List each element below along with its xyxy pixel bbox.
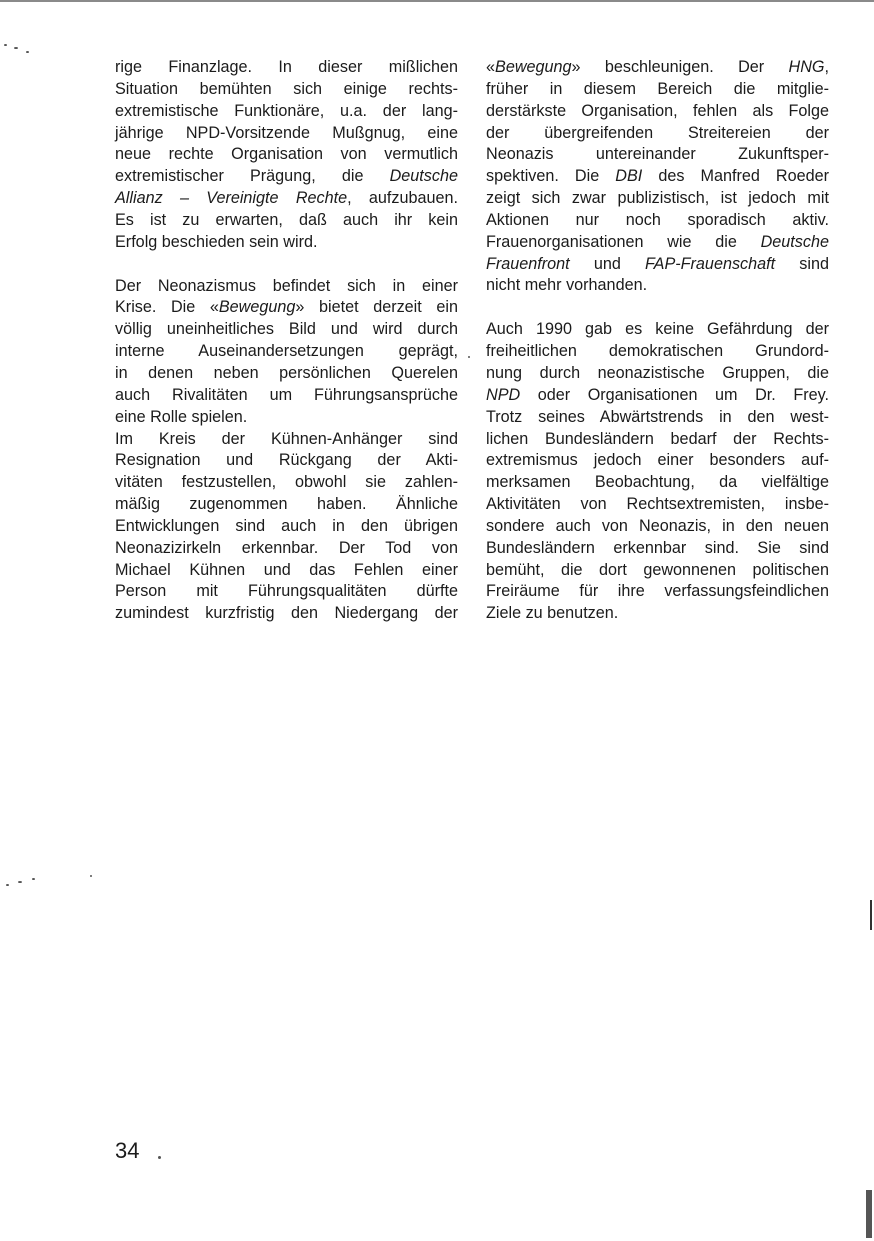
text-line: Krise. Die «Bewegung» bietet derzeit ein — [115, 298, 458, 317]
text-line: Aktivitäten von Rechtsextremisten, insbe- — [486, 495, 829, 514]
text-line: spektiven. Die DBI des Manfred Roeder — [486, 167, 829, 186]
text-line: neue rechte Organisation von vermutlich — [115, 145, 458, 164]
text-line: Frauenorganisationen wie die Deutsche — [486, 232, 829, 251]
text-line: rige Finanzlage. In dieser mißlichen — [115, 58, 458, 76]
text-line: extremistische Funktionäre, u.a. der lang- — [115, 101, 458, 120]
text-line: Frauenfront und FAP-Frauenschaft sind — [486, 254, 829, 273]
top-edge-rule — [0, 0, 874, 2]
text-line: auch Rivalitäten um Führungsansprüche — [115, 385, 458, 404]
paragraph-neonazismus-krise — [115, 276, 458, 429]
text-line: eine Rolle spielen. — [115, 407, 248, 426]
text-line: lichen Bundesländern bedarf der Rechts- — [486, 429, 829, 448]
paragraph-gap — [486, 297, 829, 319]
text-line: Freiräume für ihre verfassungsfeindlichen — [486, 582, 829, 601]
paragraph-bewegung-beschleunigen — [486, 57, 829, 297]
text-line: Auch 1990 gab es keine Gefährdung der — [486, 320, 829, 339]
text-line: extremistischer Prägung, die Deutsche — [115, 167, 458, 186]
text-line: Neonazis untereinander Zukunftsper- — [486, 145, 829, 164]
paragraph-kuehnen-anhaenger — [115, 429, 458, 626]
scan-speck — [158, 1156, 161, 1159]
left-text-column — [115, 57, 458, 625]
page-number: 34 — [115, 1138, 140, 1163]
text-line: jährige NPD-Vorsitzende Mußgnug, eine — [115, 123, 458, 142]
text-line: Entwicklungen sind auch in den übrigen — [115, 516, 458, 535]
paragraph-gap — [115, 254, 458, 276]
scan-speck — [90, 875, 92, 877]
text-line: Situation bemühten sich einige rechts- — [115, 79, 458, 98]
text-line: vitäten festzustellen, obwohl sie zahlen- — [115, 473, 458, 492]
text-line: Neonazizirkeln erkennbar. Der Tod von — [115, 538, 458, 557]
text-line: freiheitlichen demokratischen Grundord- — [486, 342, 829, 361]
text-line: Erfolg beschieden sein wird. — [115, 232, 318, 251]
text-line: interne Auseinandersetzungen geprägt, — [115, 342, 458, 361]
text-line: Trotz seines Abwärtstrends in den west- — [486, 407, 829, 426]
scan-speck — [32, 878, 35, 880]
text-line: nung durch neonazistische Gruppen, die — [486, 363, 829, 382]
text-line: bemüht, die dort gewonnenen politischen — [486, 560, 829, 579]
text-line: der übergreifenden Streitereien der — [486, 123, 829, 142]
text-line: «Bewegung» beschleunigen. Der HNG, — [486, 58, 829, 76]
text-line: Allianz – Vereinigte Rechte, aufzubauen. — [115, 189, 458, 208]
paragraph-auch-1990 — [486, 319, 829, 625]
scan-speck — [14, 47, 18, 49]
text-line: Der Neonazismus befindet sich in einer — [115, 276, 458, 295]
text-line: Resignation und Rückgang der Akti- — [115, 451, 458, 470]
text-line: Es ist zu erwarten, daß auch ihr kein — [115, 210, 458, 229]
text-line: Aktionen nur noch sporadisch aktiv. — [486, 210, 829, 229]
scan-speck — [468, 356, 470, 358]
text-line: Michael Kühnen und das Fehlen einer — [115, 560, 458, 579]
text-line: zeigt sich zwar publizistisch, ist jedoch mit — [486, 189, 829, 208]
paragraph-finanzlage — [115, 57, 458, 254]
text-line: Bundesländern erkennbar sind. Sie sind — [486, 538, 829, 557]
scan-edge-mark — [870, 900, 872, 930]
text-line: NPD oder Organisationen um Dr. Frey. — [486, 385, 829, 404]
scan-speck — [6, 884, 9, 886]
text-line: merksamen Beobachtung, da vielfältige — [486, 473, 829, 492]
text-line: Person mit Führungsqualitäten dürfte — [115, 582, 458, 601]
scan-edge-mark — [866, 1190, 872, 1238]
text-line: mäßig zugenommen haben. Ähnliche — [115, 495, 458, 514]
scan-speck — [26, 51, 29, 53]
text-line: nicht mehr vorhanden. — [486, 276, 648, 295]
text-line: zumindest kurzfristig den Niedergang der — [115, 604, 458, 623]
right-text-column — [486, 57, 829, 625]
text-line: früher in diesem Bereich die mitglie- — [486, 79, 829, 98]
scan-speck — [4, 44, 7, 46]
text-line: Im Kreis der Kühnen-Anhänger sind — [115, 429, 458, 448]
text-line: derstärkste Organisation, fehlen als Folge — [486, 101, 829, 120]
text-line: in denen neben persönlichen Querelen — [115, 363, 458, 382]
text-line: sondere auch von Neonazis, in den neuen — [486, 516, 829, 535]
text-line: extremismus jedoch einer besonders auf- — [486, 451, 829, 470]
text-line: Ziele zu benutzen. — [486, 604, 619, 623]
scan-speck — [18, 881, 22, 883]
text-line: völlig uneinheitliches Bild und wird durch — [115, 320, 458, 339]
